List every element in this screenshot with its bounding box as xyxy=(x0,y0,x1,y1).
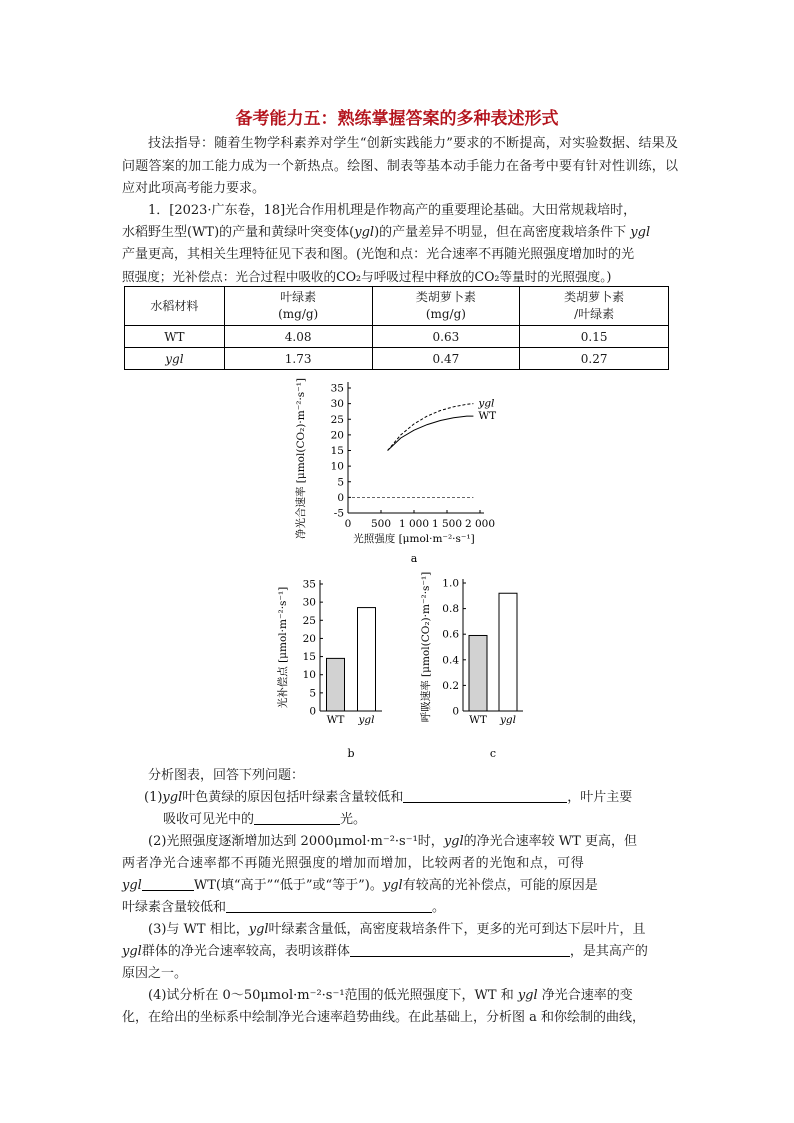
y-tick-label: 15 xyxy=(330,445,344,457)
sub-question-4-line-2: 化，在给出的坐标系中绘制净光合速率趋势曲线。在此基础上，分析图 a 和你绘制的曲线， xyxy=(122,1010,646,1025)
y-tick-label: 0.8 xyxy=(442,603,459,616)
y-tick-label: 0 xyxy=(337,491,344,504)
figure-b-bar-chart xyxy=(277,570,400,770)
x-axis-title: 光照强度 [μmol·m⁻²·s⁻¹] xyxy=(353,533,475,545)
answer-blank[interactable] xyxy=(142,876,194,891)
sub-question-2-line-4: 叶绿素含量较低和 。 xyxy=(122,900,446,915)
figure-c-bar-chart xyxy=(418,565,548,770)
x-tick-label: 1 000 xyxy=(398,518,430,530)
y-tick-label: 0 xyxy=(309,705,316,718)
analysis-prompt: 分析图表，回答下列问题： xyxy=(148,768,305,783)
q1-line-3: 产量更高，其相关生理特征见下表和图。(光饱和点：光合速率不再随光照强度增加时的光 xyxy=(122,247,635,262)
sub-question-2-line-3: ygl WT(填“高于”“低于”或“等于”)。ygl有较高的光补偿点，可能的原因是 xyxy=(122,878,598,893)
table-cell: 0.47 xyxy=(372,348,520,370)
answer-blank[interactable] xyxy=(403,788,567,803)
table-row xyxy=(125,348,669,370)
q1-line-2: 水稻野生型(WT)的产量和黄绿叶突变体(ygl)的产量差异不明显，但在高密度栽培条件下 ygl xyxy=(122,225,651,240)
series-label: WT xyxy=(478,410,497,423)
x-category-label: WT xyxy=(469,714,487,726)
table-cell: 1.73 xyxy=(224,348,372,370)
table-cell: ygl xyxy=(125,348,225,370)
sub-question-1-line-1: (1)ygl叶色黄绿的原因包括叶绿素含量较低和 ，叶片主要 xyxy=(144,790,633,805)
y-tick-label: 1.0 xyxy=(442,577,459,590)
table-row xyxy=(125,326,669,348)
y-axis-title: 呼吸速率 [μmol(CO₂)·m⁻²·s⁻¹] xyxy=(420,571,432,723)
x-tick-label: 2 000 xyxy=(464,518,496,530)
figure-a-line-chart xyxy=(280,370,520,570)
y-tick-label: 10 xyxy=(302,669,316,682)
table-header-cell: 类胡萝卜素 (mg/g) xyxy=(372,287,520,326)
table-cell: 0.63 xyxy=(372,326,520,348)
series-label: ygl xyxy=(478,397,495,410)
pigment-table xyxy=(124,286,669,370)
bar-wt xyxy=(469,635,487,711)
sub-question-3-line-2: ygl群体的净光合速率较高，表明该群体 ，是其高产的 xyxy=(122,944,648,959)
x-category-label: WT xyxy=(326,714,345,726)
series-line-ygl xyxy=(388,404,474,451)
panel-label: b xyxy=(347,747,355,760)
sub-question-2-line-2: 两者净光合速率都不再随光照强度的增加而增加，比较两者的光饱和点，可得 xyxy=(122,856,585,871)
y-tick-label: 20 xyxy=(302,632,316,645)
table-header-cell: 类胡萝卜素 /叶绿素 xyxy=(520,287,669,326)
y-tick-label: 30 xyxy=(330,398,344,411)
y-tick-label: 0.4 xyxy=(442,654,459,667)
y-tick-label: 35 xyxy=(330,382,344,395)
table-header-row xyxy=(125,287,669,326)
technique-guide: 技法指导：随着生物学科素养对学生“创新实践能力”要求的不断提高，对实验数据、结果及问题答案的加工能力成为一个新热点。绘图、制表等基本动手能力在备考中要有针对性训练，以应对此项高考能力要求。 xyxy=(122,136,678,196)
answer-blank[interactable] xyxy=(254,810,340,825)
y-axis-title: 净光合速率 [μmol(CO₂)·m⁻²·s⁻¹] xyxy=(295,377,307,540)
x-tick-label: 0 xyxy=(344,518,352,530)
y-axis-title: 光补偿点 [μmol·m⁻²·s⁻¹] xyxy=(277,586,289,709)
sub-question-4-line-1: (4)试分析在 0～50μmol·m⁻²·s⁻¹范围的低光照强度下，WT 和 ygl 净光合速率的变 xyxy=(148,988,633,1003)
section-title: 备考能力五：熟练掌握答案的多种表述形式 xyxy=(235,109,559,129)
table-cell: 0.27 xyxy=(520,348,669,370)
table-cell: WT xyxy=(125,326,225,348)
answer-blank[interactable] xyxy=(350,942,570,957)
y-tick-label: 5 xyxy=(309,687,316,700)
x-tick-label: 1 500 xyxy=(431,518,463,530)
y-tick-label: 15 xyxy=(302,651,316,664)
sub-question-3-line-1: (3)与 WT 相比，ygl叶绿素含量低，高密度栽培条件下，更多的光可到达下层叶片，且 xyxy=(148,922,646,937)
y-tick-label: 5 xyxy=(337,476,344,489)
sub-question-2-line-1: (2)光照强度逐渐增加达到 2000μmol·m⁻²·s⁻¹时，ygl的净光合速率较 WT 更高，但 xyxy=(148,834,637,849)
y-tick-label: 0.6 xyxy=(442,628,459,641)
y-tick-label: 25 xyxy=(330,413,344,426)
panel-label: c xyxy=(489,747,497,760)
x-tick-label: 500 xyxy=(370,518,392,530)
q1-line-1: 1．[2023·广东卷，18]光合作用机理是作物高产的重要理论基础。大田常规栽培时， xyxy=(148,203,637,218)
y-tick-label: 0 xyxy=(452,705,459,718)
y-tick-label: 30 xyxy=(302,596,316,609)
y-tick-label: 35 xyxy=(302,578,316,591)
bar-ygl xyxy=(358,608,376,711)
series-line-wt xyxy=(388,416,474,450)
x-category-label: ygl xyxy=(358,714,375,726)
y-tick-label: 0.2 xyxy=(442,679,459,692)
sub-question-3-line-3: 原因之一。 xyxy=(122,966,188,981)
q1-line-4: 照强度；光补偿点：光合过程中吸收的CO₂与呼吸过程中释放的CO₂等量时的光照强度。) xyxy=(122,269,612,284)
y-tick-label: 10 xyxy=(330,460,344,473)
panel-label: a xyxy=(410,552,418,565)
sub-question-1-line-2: 吸收可见光中的 光。 xyxy=(163,812,367,827)
table-header-cell: 叶绿素 (mg/g) xyxy=(224,287,372,326)
x-category-label: ygl xyxy=(499,714,517,726)
table-cell: 4.08 xyxy=(224,326,372,348)
bar-ygl xyxy=(499,593,517,711)
answer-blank[interactable] xyxy=(226,898,432,913)
y-tick-label: 25 xyxy=(302,614,316,627)
y-tick-label: 20 xyxy=(330,429,344,442)
y-tick-label: -5 xyxy=(333,507,344,520)
table-header-cell: 水稻材料 xyxy=(125,287,225,326)
table-cell: 0.15 xyxy=(520,326,669,348)
bar-wt xyxy=(327,658,345,711)
